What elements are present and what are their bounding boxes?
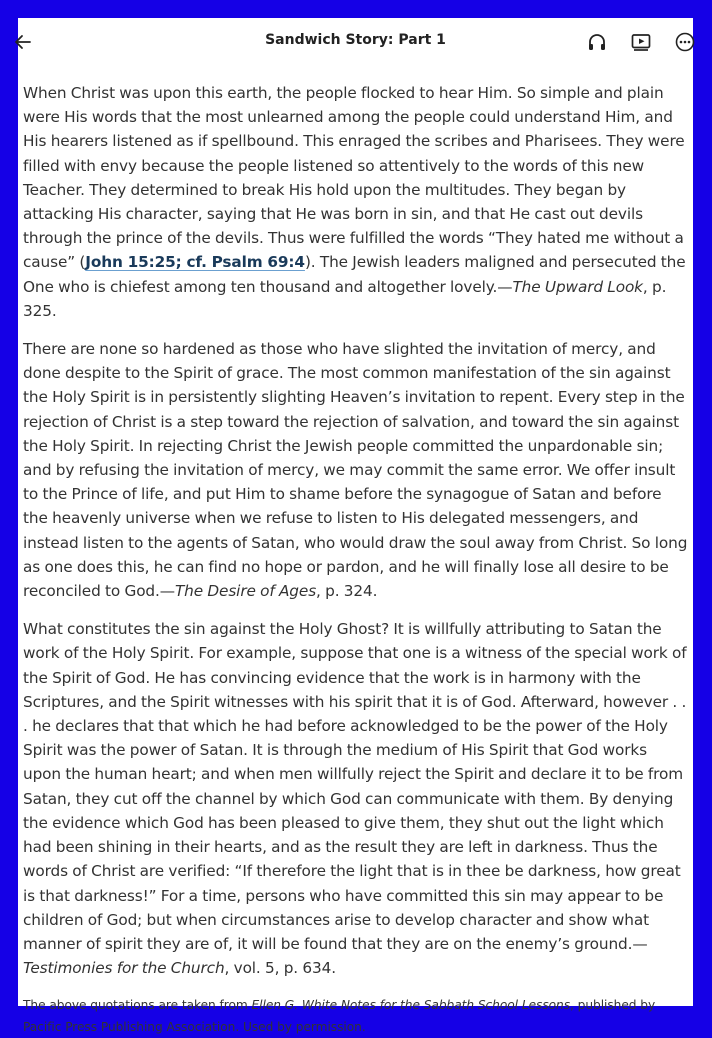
paragraph-2 bbox=[23, 337, 688, 603]
scripture-reference-link[interactable]: John 15:25; cf. Psalm 69:4 bbox=[85, 253, 305, 272]
page-title: Sandwich Story: Part 1 bbox=[265, 32, 446, 48]
paragraph-3-source: Testimonies for the Church bbox=[23, 959, 225, 978]
paragraph-1-text-a: When Christ was upon this earth, the people flocked to hear Him. So simple and plain were His words that the most unlearned among the people could understand Him, and His hearers listened as if spellbound. This enraged the scribes and Pharisees. They were filled with envy because the people listened so attentively to the words of this new Teacher. They determined to break His hold upon the multitudes. They began by attacking His character, saying that He was born in sin, and that He cast out devils through the prince of the devils. Thus were fulfilled the words “They hated me without a cause” ( bbox=[23, 84, 685, 272]
paragraph-2-text: There are none so hardened as those who have slighted the invitation of mercy, and done despite to the Spirit of grace. The most common manifestation of the sin against the Holy Spirit is in persistently slighting Heaven’s invitation to repent. Every step in the rejection of Christ is a step toward the rejection of salvation, and toward the sin against the Holy Spirit. In rejecting Christ the Jewish people committed the unpardonable sin; and by refusing the invitation of mercy, we may commit the same error. We offer insult to the Prince of life, and put Him to shame before the synagogue of Satan and before the heavenly universe when we refuse to listen to His delegated messengers, and instead listen to the agents of Satan, who would draw the soul away from Christ. So long as one does this, he can find no hope or pardon, and he will finally lose all desire to be reconciled to God.— bbox=[23, 340, 688, 601]
more-options-icon[interactable] bbox=[674, 31, 696, 53]
paragraph-2-source: The Desire of Ages bbox=[174, 582, 317, 601]
paragraph-3-page: , vol. 5, p. 634. bbox=[224, 959, 336, 978]
top-bar bbox=[18, 18, 693, 70]
paragraph-3 bbox=[23, 617, 688, 980]
footer-text-a: The above quotations are taken from bbox=[23, 998, 252, 1013]
lesson-content bbox=[23, 81, 688, 1038]
permission-footer bbox=[23, 994, 688, 1038]
paragraph-1-text-b: ). The Jewish leaders maligned and persecuted the One who is chiefest among ten thousand and altogether lovely.— bbox=[23, 253, 686, 296]
reader-page bbox=[18, 18, 693, 1035]
footer-text-b: , published by Pacific Press Publishing Association. Used by permission. bbox=[23, 998, 656, 1035]
paragraph-1 bbox=[23, 81, 688, 323]
headphones-icon[interactable] bbox=[586, 31, 608, 53]
play-video-icon[interactable] bbox=[630, 31, 652, 53]
paragraph-1-page: , p. 325. bbox=[23, 277, 667, 320]
footer-source: Ellen G. White Notes for the Sabbath School Lessons bbox=[251, 998, 570, 1013]
paragraph-3-text: What constitutes the sin against the Holy Ghost? It is willfully attributing to Satan the work of the Holy Spirit. For example, suppose that one is a witness of the special work of the Spirit of God. He has convincing evidence that the work is in harmony with the Scriptures, and the Spirit witnesses with his spirit that it is of God. Afterward, however . . . he declares that that which he had before acknowledged to be the power of the Holy Spirit was the power of Satan. It is through the medium of His Spirit that God works upon the human heart; and when men willfully reject the Spirit and declare it to be from Satan, they cut off the channel by which God can communicate with them. By denying the evidence which God has been pleased to give them, they shut out the light which had been shining in their hearts, and as the result they are left in darkness. Thus the words of Christ are verified: “If therefore the light that is in thee be darkness, how great is that darkness!” For a time, persons who have committed this sin may appear to be children of God; but when circumstances arise to develop character and show what manner of spirit they are of, it will be found that they are on the enemy’s ground.— bbox=[23, 620, 687, 953]
paragraph-2-page: , p. 324. bbox=[316, 582, 378, 601]
paragraph-1-source: The Upward Look bbox=[512, 277, 643, 296]
